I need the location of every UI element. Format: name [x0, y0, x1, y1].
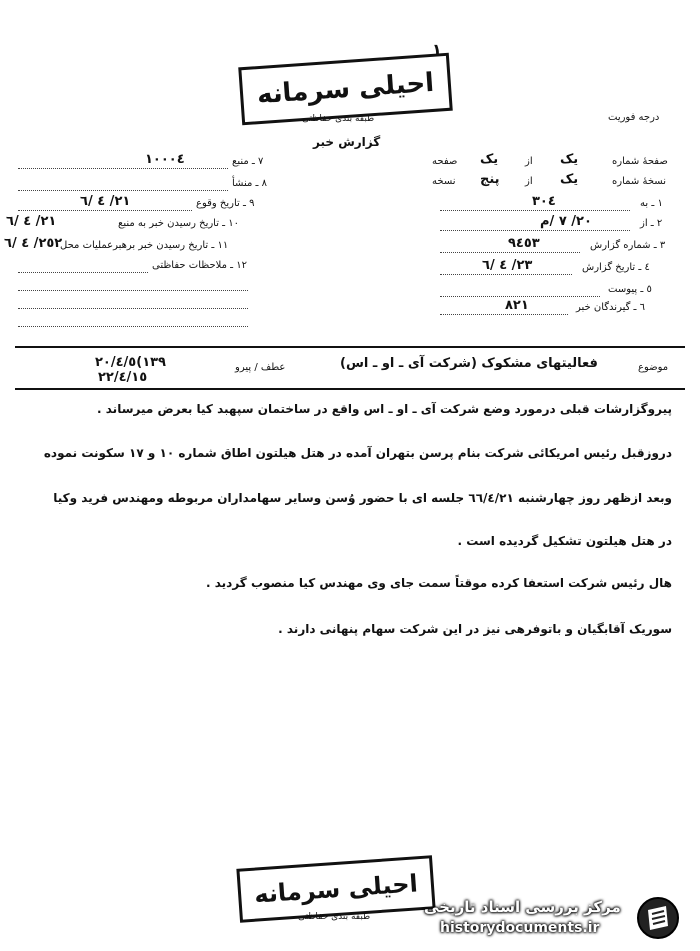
field-value: ٢٥٢/ ٤ /٦: [4, 236, 63, 251]
field-dotted-line: [440, 314, 568, 315]
blank-dotted-line: [18, 308, 248, 309]
field-unit: نسخه: [432, 176, 456, 187]
field-value: ٢٣/ ٤ /٦: [482, 258, 533, 273]
stamp-text: احیلی سرمانه: [255, 67, 436, 111]
divider-line: [15, 388, 685, 390]
blank-dotted-line: [18, 326, 248, 327]
field-value: یک: [560, 152, 579, 167]
field-unit: صفحه: [432, 156, 458, 167]
field-label: ٧ ـ منبع: [232, 156, 264, 167]
ref-value: ١٣٩)٢٠/٤/٥: [95, 355, 166, 370]
ref-label: عطف / پیرو: [235, 362, 286, 373]
body-line: دروزقبل رئیس امریکائی شرکت بنام پرسن بتهران آمده در هتل هیلتون اطاق شماره ١٠ و ١٧ سکونت نموده: [43, 446, 672, 460]
field-label: ١٢ ـ ملاحظات حفاظتی: [152, 260, 247, 271]
watermark-title: مرکز بررسی اسناد تاریخی: [424, 898, 621, 916]
field-label: ٥ ـ پیوست: [608, 284, 652, 295]
field-dotted-line: [440, 230, 630, 231]
field-label: ٨ ـ منشأ: [232, 178, 268, 189]
field-value: ٨٢١: [505, 298, 529, 313]
field-dotted-line: [440, 210, 630, 211]
field-value: یک: [560, 172, 579, 187]
field-label: نسخهٔ شماره: [612, 176, 666, 187]
field-label: ١٠ ـ تاریخ رسیدن خبر به منبع: [118, 218, 240, 229]
field-of-value: یک: [480, 152, 499, 167]
archive-logo-icon: [636, 896, 680, 940]
divider-line: [15, 346, 685, 348]
field-label: ٤ ـ تاریخ گزارش: [582, 262, 650, 273]
field-dotted-line: [18, 210, 192, 211]
field-label: ٣ ـ شماره گزارش: [590, 240, 666, 251]
body-line: هال رئیس شرکت استعفا کرده موقتاً سمت جای وی مهندس کیا منصوب گردید .: [205, 576, 672, 590]
field-value: ٢٠/ ٧ /م: [540, 214, 592, 229]
body-line: سوریک آقابگیان و باتوفرهی نیز در این شرکت سهام پنهانی دارند .: [278, 622, 672, 636]
field-label: ١ ـ به: [640, 198, 663, 209]
field-value: ٩٤٥٣: [508, 236, 540, 251]
field-dotted-line: [440, 252, 580, 253]
subject-text: فعالیتهای مشکوک (شرکت آی ـ او ـ اس): [340, 356, 598, 371]
ref-date: ٢٢/٤/١٥: [98, 370, 148, 385]
field-of-label: از: [525, 176, 533, 187]
stamp-text: احیلی سرمانه: [253, 869, 419, 909]
field-value: ٢١/ ٤ /٦: [6, 214, 57, 229]
field-of-value: پنج: [480, 172, 500, 187]
priority-label: درجه فوریت: [608, 112, 660, 123]
field-label: ٩ ـ تاریخ وقوع: [196, 198, 255, 209]
watermark-url: historydocuments.ir: [440, 920, 600, 936]
field-dotted-line: [18, 168, 228, 169]
stamp-corner-mark: ١: [432, 40, 442, 59]
field-value: ٢١/ ٤ /٦: [80, 194, 131, 209]
field-value: ٣٠٤: [532, 194, 556, 209]
body-line: وبعد ازظهر روز چهارشنبه ٦٦/٤/٢١ جلسه ای با حضور وُسن وسایر سهامداران مربوطه ومهندس فرید وکیا: [53, 491, 672, 505]
field-dotted-line: [440, 296, 600, 297]
body-line: در هتل هیلتون تشکیل گردیده است .: [457, 534, 672, 548]
field-label: ٦ ـ گیرندگان خبر: [576, 302, 646, 313]
blank-dotted-line: [18, 290, 248, 291]
field-label: ٢ ـ از: [640, 218, 663, 229]
subject-label: موضوع: [638, 362, 669, 373]
report-title: گزارش خبر: [313, 135, 381, 149]
field-dotted-line: [18, 190, 228, 191]
field-dotted-line: [18, 272, 148, 273]
field-of-label: از: [525, 156, 533, 167]
field-label: صفحهٔ شماره: [612, 156, 668, 167]
field-value: ١٠٠٠٤: [145, 152, 185, 167]
classification-label-bottom: طبقه بندی حفاظتی: [298, 912, 371, 922]
body-line: پیروگزارشات قبلی درمورد وضع شرکت آی ـ او ـ اس واقع در ساختمان سپهبد کیا بعرض میرساند .: [97, 402, 672, 416]
classification-label: طبقه بندی حفاظتی: [302, 114, 375, 124]
field-label: ١١ ـ تاریخ رسیدن خبر برهبرعملیات محل: [60, 240, 229, 251]
field-dotted-line: [440, 274, 572, 275]
